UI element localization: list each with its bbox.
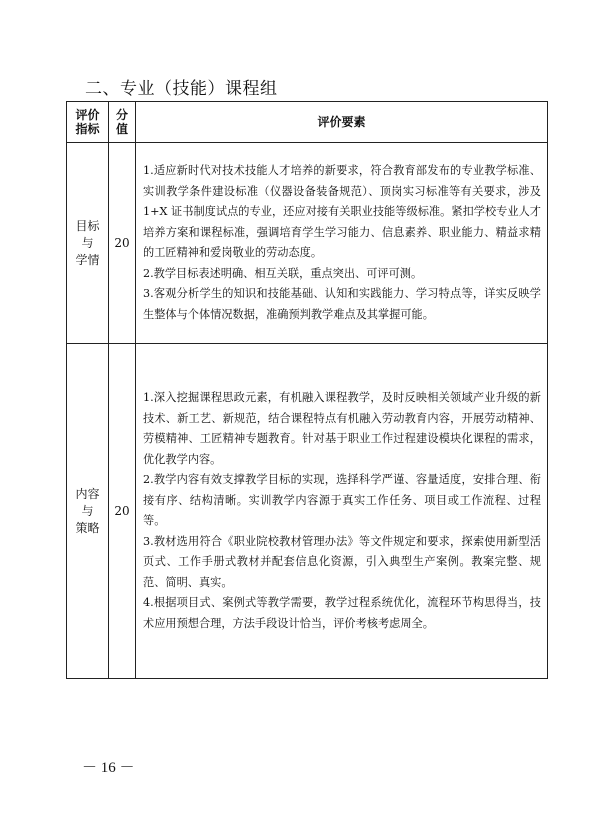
element-item: 1.深入挖掘课程思政元素，有机融入课程教学，及时反映相关领域产业升级的新技术、新工艺、新规范，结合课程特点有机融入劳动教育内容，开展劳动精神、劳模精神、工匠精神专题教育。针对基于职业工作过程建设模块化课程的需求，优化教学内容。 — [143, 391, 541, 466]
row-elements — [136, 143, 548, 344]
category-line: 策略 — [75, 520, 100, 535]
element-item: 2.教学目标表述明确、相互关联，重点突出、可评可测。 — [143, 266, 423, 280]
page-number: － 16 － — [82, 760, 135, 776]
row-category — [67, 143, 109, 344]
element-item: 2.教学内容有效支撑教学目标的实现，选择科学严谨、容量适度，安排合理、衔接有序、结构清晰。实训教学内容源于真实工作任务、项目或工作流程、过程等。 — [143, 473, 541, 527]
category-line: 学情 — [75, 252, 100, 267]
table-row — [67, 344, 548, 679]
element-item: 4.根据项目式、案例式等教学需要，教学过程系统优化，流程环节构思得当，技术应用预想合理，方法手段设计恰当，评价考核考虑周全。 — [143, 596, 541, 630]
category-line: 与 — [81, 235, 94, 250]
category-line: 目标 — [75, 218, 100, 233]
category-line: 内容 — [75, 486, 100, 501]
header-score — [109, 102, 136, 143]
element-item: 3.教材选用符合《职业院校教材管理办法》等文件规定和要求，探索使用新型活页式、工作手册式教材并配套信息化资源，引入典型生产案例。教案完整、规范、简明、真实。 — [143, 534, 541, 589]
element-item: 1.适应新时代对技术技能人才培养的新要求，符合教育部发布的专业教学标准、实训教学条件建设标准（仪器设备装备规范）、顶岗实习标准等有关要求，涉及 1+X 证书制度试点的专业，还应对接有关职业技能等级标准。紧扣学校专业人才培养方案和课程标准，强调培育学生学习能力、信息素养、职业能力、精益求精的工匠精神和爱岗敬业的劳动态度。 — [143, 164, 541, 259]
table-row — [67, 143, 548, 344]
header-indicator-line2: 指标 — [75, 122, 100, 136]
row-elements — [136, 344, 548, 679]
section-title: 二、专业（技能）课程组 — [85, 79, 278, 99]
element-item: 3.客观分析学生的知识和技能基础、认知和实践能力、学习特点等，详实反映学生整体与个体情况数据，准确预判教学难点及其掌握可能。 — [143, 287, 541, 321]
row-score: 20 — [109, 344, 136, 679]
row-score: 20 — [109, 143, 136, 344]
row-category — [67, 344, 109, 679]
header-elements: 评价要素 — [136, 102, 548, 143]
header-indicator — [67, 102, 109, 143]
header-score-line1: 分 — [115, 108, 128, 122]
header-indicator-line1: 评价 — [75, 108, 100, 122]
header-score-line2: 值 — [115, 122, 128, 136]
evaluation-table — [66, 101, 548, 679]
table-header-row — [67, 102, 548, 143]
category-line: 与 — [81, 503, 94, 518]
